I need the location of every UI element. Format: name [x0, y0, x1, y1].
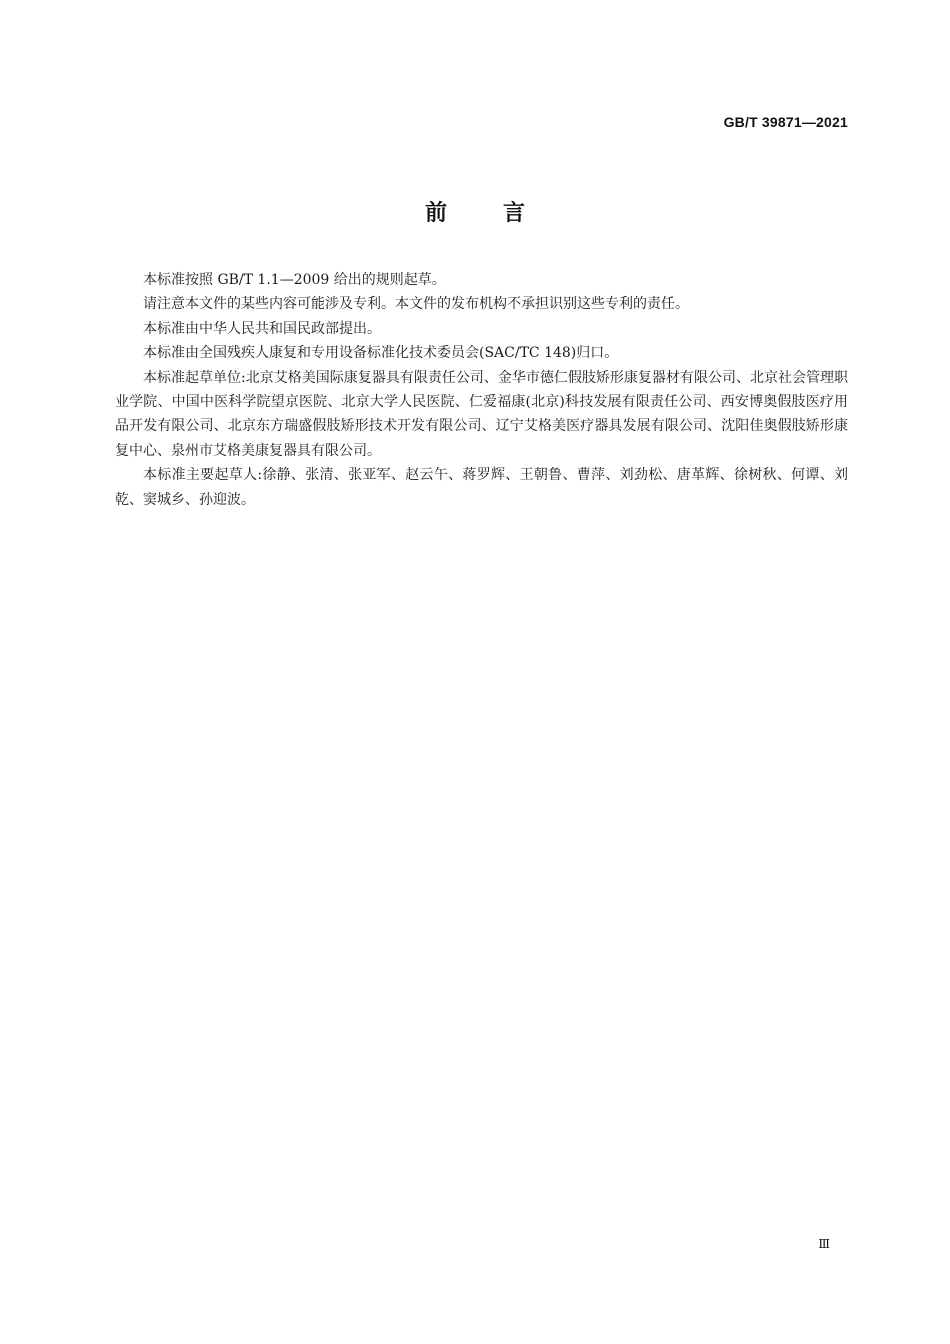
paragraph-drafting-units: 本标准起草单位:北京艾格美国际康复器具有限责任公司、金华市德仁假肢矫形康复器材有限公司、北京社会管理职业学院、中国中医科学院望京医院、北京大学人民医院、仁爱福康(北京)科技发展有限责任公司、西安博奥假肢医疗用品开发有限公司、北京东方瑞盛假肢矫形技术开发有限公司、辽宁艾格美医疗器具发展有限公司、沈阳佳奥假肢矫形康复中心、泉州市艾格美康复器具有限公司。 [115, 369, 848, 459]
page-title: 前言 [424, 201, 581, 226]
paragraph-main-drafters: 本标准主要起草人:徐静、张清、张亚军、赵云午、蒋罗辉、王朝鲁、曹萍、刘劲松、唐革辉、徐树秋、何谭、刘乾、窦城乡、孙迎波。 [115, 467, 848, 508]
page-number: Ⅲ [818, 1237, 830, 1251]
paragraph-committee: 本标准由全国残疾人康复和专用设备标准化技术委员会(SAC/TC 148)归口。 [143, 345, 619, 362]
paragraph-drafting-rules: 本标准按照 GB/T 1.1—2009 给出的规则起草。 [143, 272, 446, 288]
standard-code: GB/T 39871—2021 [723, 114, 848, 130]
document-body [115, 268, 848, 512]
paragraph-patent-notice: 请注意本文件的某些内容可能涉及专利。本文件的发布机构不承担识别这些专利的责任。 [143, 296, 689, 313]
paragraph-proposer: 本标准由中华人民共和国民政部提出。 [143, 320, 381, 337]
